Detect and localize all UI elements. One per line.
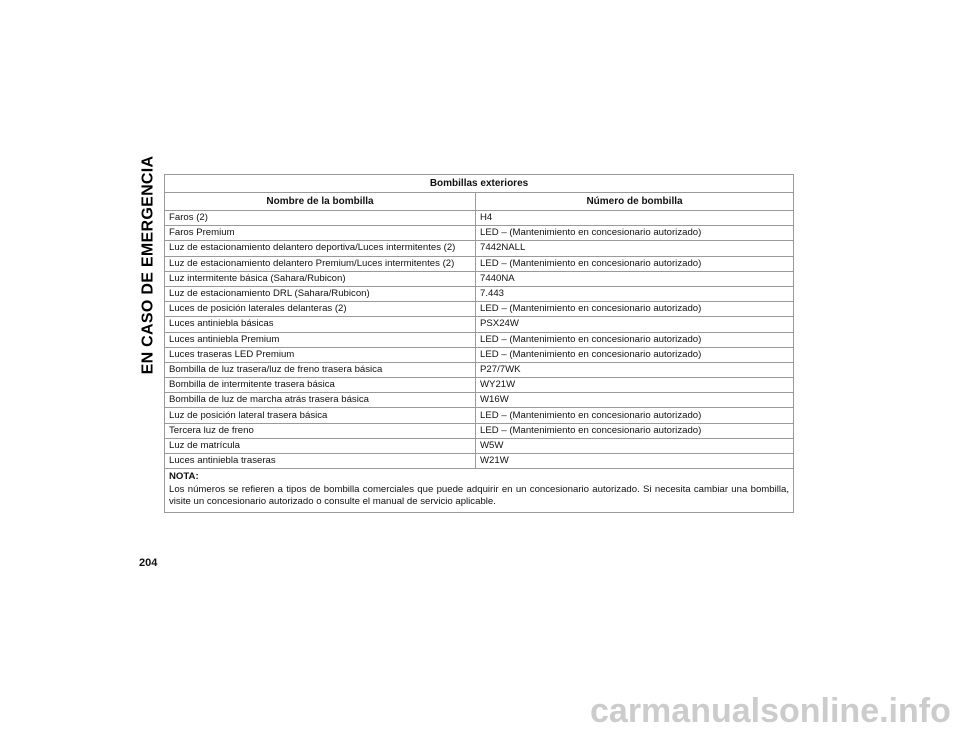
bulb-number-cell: W21W	[476, 454, 794, 469]
bulb-name-cell: Bombilla de intermitente trasera básica	[165, 378, 476, 393]
bulb-name-cell: Luces traseras LED Premium	[165, 347, 476, 362]
table-row	[165, 408, 794, 423]
bulb-name-cell: Luz de estacionamiento delantero Premium/Luces intermitentes (2)	[165, 256, 476, 271]
bulb-name-cell: Faros Premium	[165, 226, 476, 241]
bulb-number-cell: LED – (Mantenimiento en concesionario autorizado)	[476, 332, 794, 347]
table-row	[165, 317, 794, 332]
bulb-name-cell: Luz intermitente básica (Sahara/Rubicon)	[165, 271, 476, 286]
bulb-number-cell: 7440NA	[476, 271, 794, 286]
table-row	[165, 362, 794, 377]
section-title-text: EN CASO DE EMERGENCIA	[139, 155, 156, 375]
table-row	[165, 286, 794, 301]
bulb-number-cell: PSX24W	[476, 317, 794, 332]
note-text: Los números se refieren a tipos de bombilla comerciales que puede adquirir en un concesionario autorizado. Si necesita cambiar una bombilla, visite un concesionario autorizado o consulte el manual de servicio aplicable.	[169, 483, 789, 508]
bulb-name-cell: Tercera luz de freno	[165, 423, 476, 438]
table-caption: Bombillas exteriores	[165, 175, 794, 193]
header-bulb-name: Nombre de la bombilla	[165, 193, 476, 211]
bulb-name-cell: Luces antiniebla básicas	[165, 317, 476, 332]
bulb-number-cell: 7442NALL	[476, 241, 794, 256]
table-row	[165, 454, 794, 469]
header-bulb-number: Número de bombilla	[476, 193, 794, 211]
bulb-name-cell: Luz de estacionamiento delantero deportiva/Luces intermitentes (2)	[165, 241, 476, 256]
bulb-name-cell: Bombilla de luz de marcha atrás trasera básica	[165, 393, 476, 408]
note-label: NOTA:	[169, 471, 199, 483]
table-header-row	[165, 193, 794, 211]
bulb-number-cell: LED – (Mantenimiento en concesionario autorizado)	[476, 347, 794, 362]
bulb-number-cell: LED – (Mantenimiento en concesionario autorizado)	[476, 226, 794, 241]
bulb-number-cell: P27/7WK	[476, 362, 794, 377]
watermark: carmanualsonline.info	[590, 692, 951, 730]
table-caption-row	[165, 175, 794, 193]
bulb-number-cell: W16W	[476, 393, 794, 408]
table-note-row	[165, 469, 794, 513]
bulb-name-cell: Faros (2)	[165, 211, 476, 226]
table-row	[165, 347, 794, 362]
bulb-name-cell: Luces antiniebla Premium	[165, 332, 476, 347]
section-title	[138, 155, 158, 375]
table-row	[165, 256, 794, 271]
bulb-name-cell: Luces de posición laterales delanteras (2)	[165, 302, 476, 317]
bulb-number-cell: LED – (Mantenimiento en concesionario autorizado)	[476, 302, 794, 317]
bulb-number-cell: LED – (Mantenimiento en concesionario autorizado)	[476, 423, 794, 438]
bulb-number-cell: LED – (Mantenimiento en concesionario autorizado)	[476, 408, 794, 423]
table-row	[165, 271, 794, 286]
table-row	[165, 438, 794, 453]
table-row	[165, 423, 794, 438]
bulb-name-cell: Luz de posición lateral trasera básica	[165, 408, 476, 423]
bulb-name-cell: Luz de matrícula	[165, 438, 476, 453]
bulb-number-cell: H4	[476, 211, 794, 226]
bulb-number-cell: WY21W	[476, 378, 794, 393]
table-row	[165, 302, 794, 317]
page-number: 204	[139, 557, 158, 569]
table-row	[165, 226, 794, 241]
table-note	[165, 469, 794, 513]
table-body	[165, 211, 794, 469]
table-row	[165, 393, 794, 408]
table-row	[165, 241, 794, 256]
exterior-bulbs-table	[164, 174, 794, 513]
bulb-name-cell: Bombilla de luz trasera/luz de freno trasera básica	[165, 362, 476, 377]
table-row	[165, 211, 794, 226]
bulb-number-cell: LED – (Mantenimiento en concesionario autorizado)	[476, 256, 794, 271]
table-row	[165, 332, 794, 347]
bulb-name-cell: Luz de estacionamiento DRL (Sahara/Rubicon)	[165, 286, 476, 301]
bulb-name-cell: Luces antiniebla traseras	[165, 454, 476, 469]
bulb-number-cell: 7.443	[476, 286, 794, 301]
table-row	[165, 378, 794, 393]
bulb-number-cell: W5W	[476, 438, 794, 453]
